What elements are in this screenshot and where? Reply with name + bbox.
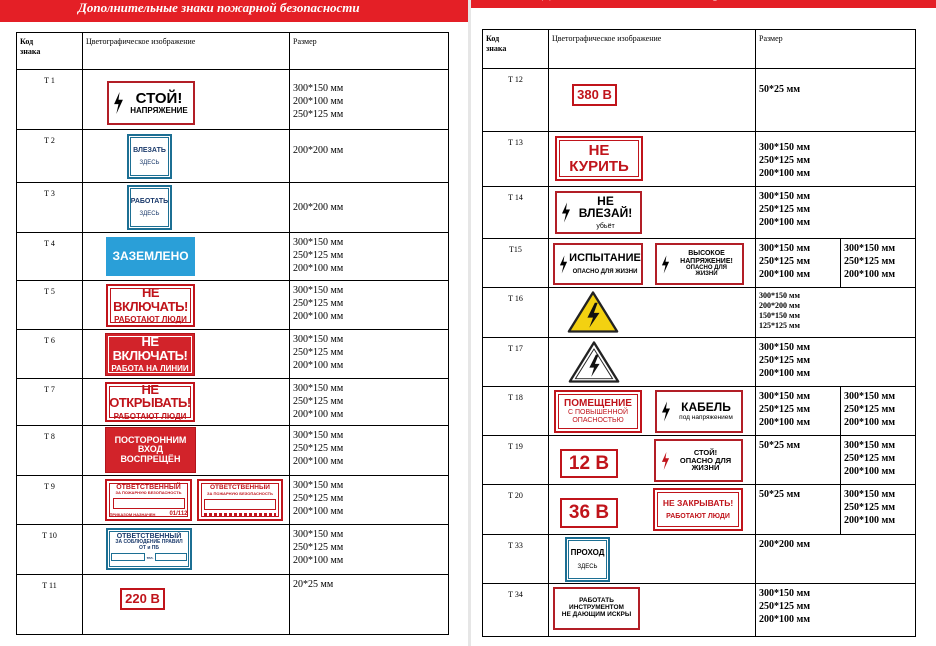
sign-cell (83, 525, 290, 575)
row-code: T 18 (483, 387, 549, 436)
lightning-icon (559, 252, 568, 277)
sign-t3: РАБОТАТЬ ЗДЕСЬ (127, 185, 172, 230)
row-code: T 14 (483, 187, 549, 239)
row-code: T 17 (483, 338, 549, 387)
sign-t8: ПОСТОРОННИМ ВХОД ВОСПРЕЩЁН (105, 427, 196, 473)
row-code: T 6 (17, 330, 83, 379)
warning-triangle-white-icon (568, 340, 620, 384)
size-cell: 200*200 мм (756, 535, 916, 584)
row-code: T 3 (17, 183, 83, 233)
size-cell-2: 300*150 мм 250*125 мм 200*100 мм (841, 485, 916, 535)
sign-cell (549, 338, 756, 387)
size-cell: 300*150 мм 250*125 мм 200*100 мм (756, 584, 916, 637)
sign-cell (83, 379, 290, 426)
size-cell: 300*150 мм 250*125 мм 200*100 мм (756, 239, 841, 288)
header-image: Цветографическое изображение (549, 30, 756, 69)
row-code: T 9 (17, 476, 83, 525)
sign-t15-a: ИСПЫТАНИЕ ОПАСНО ДЛЯ ЖИЗНИ (553, 243, 643, 285)
size-cell-2: 300*150 мм 250*125 мм 200*100 мм (841, 436, 916, 485)
sign-cell (549, 436, 756, 485)
row-code: T 2 (17, 130, 83, 183)
sign-cell (549, 187, 756, 239)
row-code: T 11 (17, 575, 83, 635)
sign-t5: НЕ ВКЛЮЧАТЬ! РАБОТАЮТ ЛЮДИ (106, 284, 195, 327)
sign-t2: ВЛЕЗАТЬ ЗДЕСЬ (127, 134, 172, 179)
sign-cell (549, 584, 756, 637)
dotted-line (204, 513, 276, 516)
sign-cell (549, 69, 756, 132)
size-cell: 50*25 мм (756, 436, 841, 485)
name-field (111, 553, 145, 561)
sign-cell (549, 239, 756, 288)
size-cell: 300*150 мм 250*125 мм 200*100 мм (290, 330, 449, 379)
sign-t10: ОТВЕТСТВЕННЫЙ ЗА СОБЛЮДЕНИЕ ПРАВИЛ ОТ и ПБ тел. (106, 528, 192, 570)
sign-cell (549, 132, 756, 187)
size-cell: 300*150 мм 250*125 мм 200*100 мм (290, 426, 449, 476)
size-cell: 300*150 мм 250*125 мм 200*100 мм (290, 476, 449, 525)
sign-cell (549, 288, 756, 338)
row-code: T15 (483, 239, 549, 288)
header-code: Код знака (17, 33, 83, 70)
right-banner (471, 0, 936, 8)
name-field (113, 498, 185, 509)
row-code: T 10 (17, 525, 83, 575)
phone-field (155, 553, 187, 561)
header-code: Код знака (483, 30, 549, 69)
size-cell: 50*25 мм (756, 485, 841, 535)
warning-triangle-yellow-icon (567, 290, 619, 334)
sign-t15-b: ВЫСОКОЕ НАПРЯЖЕНИЕ! ОПАСНО ДЛЯ ЖИЗНИ (655, 243, 744, 285)
sign-cell (83, 130, 290, 183)
sign-cell (83, 575, 290, 635)
row-code: T 4 (17, 233, 83, 281)
size-cell: 300*150 мм 250*125 мм 200*100 мм (290, 525, 449, 575)
sign-t20-a: 36 В (560, 498, 618, 528)
row-code: T 13 (483, 132, 549, 187)
lightning-icon (113, 89, 124, 117)
sign-t14: НЕ ВЛЕЗАЙ! убьёт (555, 191, 642, 234)
lightning-icon (561, 199, 571, 226)
row-code: T 20 (483, 485, 549, 535)
sign-t4: ЗАЗЕМЛЕНО (106, 237, 195, 276)
header-image: Цветографическое изображение (83, 33, 290, 70)
size-cell: 300*150 мм 250*125 мм 200*100 мм (290, 233, 449, 281)
sign-t9-b: ОТВЕТСТВЕННЫЙ ЗА ПОЖАРНУЮ БЕЗОПАСНОСТЬ (197, 479, 283, 521)
header-size: Размер (756, 30, 916, 69)
size-cell: 300*150 мм 200*200 мм 150*150 мм 125*125 мм (756, 288, 916, 338)
row-code: T 1 (17, 70, 83, 130)
row-code: T 34 (483, 584, 549, 637)
sign-t18-a: ПОМЕЩЕНИЕ С ПОВЫШЕННОЙ ОПАСНОСТЬЮ (554, 390, 642, 433)
sign-t20-b: НЕ ЗАКРЫВАТЬ! РАБОТАЮТ ЛЮДИ (653, 488, 743, 531)
right-page (471, 0, 936, 646)
sign-t1: СТОЙ! НАПРЯЖЕНИЕ (107, 81, 195, 125)
lightning-icon (661, 448, 670, 474)
row-code: T 16 (483, 288, 549, 338)
sign-t34: РАБОТАТЬ ИНСТРУМЕНТОМ НЕ ДАЮЩИМ ИСКРЫ (553, 587, 640, 630)
sign-t33: ПРОХОД ЗДЕСЬ (565, 537, 610, 582)
name-field (204, 499, 276, 510)
sign-cell (83, 233, 290, 281)
size-cell: 20*25 мм (290, 575, 449, 635)
row-code: T 8 (17, 426, 83, 476)
size-cell: 300*150 мм 250*125 мм 200*100 мм (756, 338, 916, 387)
sign-t9-a: ОТВЕТСТВЕННЫЙ ЗА ПОЖАРНУЮ БЕЗОПАСНОСТЬ ПРИКАЗОМ НАЗНАЧЕН 01/112 (105, 479, 192, 521)
sign-t7: НЕ ОТКРЫВАТЬ! РАБОТАЮТ ЛЮДИ (105, 382, 195, 422)
size-cell: 300*150 мм 250*125 мм 200*100 мм (756, 187, 916, 239)
sign-cell (83, 426, 290, 476)
sign-cell (83, 330, 290, 379)
lightning-icon (661, 398, 671, 425)
sign-t6: НЕ ВКЛЮЧАТЬ! РАБОТА НА ЛИНИИ (105, 333, 195, 376)
size-cell: 300*150 мм 200*100 мм 250*125 мм (290, 70, 449, 130)
lightning-icon (661, 252, 670, 277)
sign-t13: НЕ КУРИТЬ (555, 136, 643, 181)
left-banner: Дополнительные знаки пожарной безопасности (0, 0, 468, 22)
size-cell: 200*200 мм (290, 183, 449, 233)
sign-cell (83, 476, 290, 525)
size-cell: 300*150 мм 250*125 мм 200*100 мм (290, 281, 449, 330)
sign-t18-b: КАБЕЛЬ под напряжением (655, 390, 743, 433)
row-code: T 19 (483, 436, 549, 485)
header-size: Размер (290, 33, 449, 70)
sign-cell (549, 485, 756, 535)
row-code: T 12 (483, 69, 549, 132)
size-cell-2: 300*150 мм 250*125 мм 200*100 мм (841, 239, 916, 288)
row-code: T 5 (17, 281, 83, 330)
sign-cell (549, 535, 756, 584)
size-cell: 300*150 мм 250*125 мм 200*100 мм (756, 132, 916, 187)
sign-cell (83, 183, 290, 233)
sign-t19-a: 12 В (560, 449, 618, 478)
size-cell: 300*150 мм 250*125 мм 200*100 мм (290, 379, 449, 426)
right-sign-table (482, 29, 916, 637)
sign-t11: 220 В (120, 588, 165, 610)
sign-cell (83, 70, 290, 130)
sign-cell (549, 387, 756, 436)
left-sign-table (16, 32, 449, 635)
sign-t12: 380 В (572, 84, 617, 106)
row-code: T 33 (483, 535, 549, 584)
row-code: T 7 (17, 379, 83, 426)
sign-t19-b: СТОЙ! ОПАСНО ДЛЯ ЖИЗНИ (654, 439, 743, 482)
size-cell: 300*150 мм 250*125 мм 200*100 мм (756, 387, 841, 436)
sign-cell (83, 281, 290, 330)
size-cell: 50*25 мм (756, 69, 916, 132)
size-cell-2: 300*150 мм 250*125 мм 200*100 мм (841, 387, 916, 436)
size-cell: 200*200 мм (290, 130, 449, 183)
